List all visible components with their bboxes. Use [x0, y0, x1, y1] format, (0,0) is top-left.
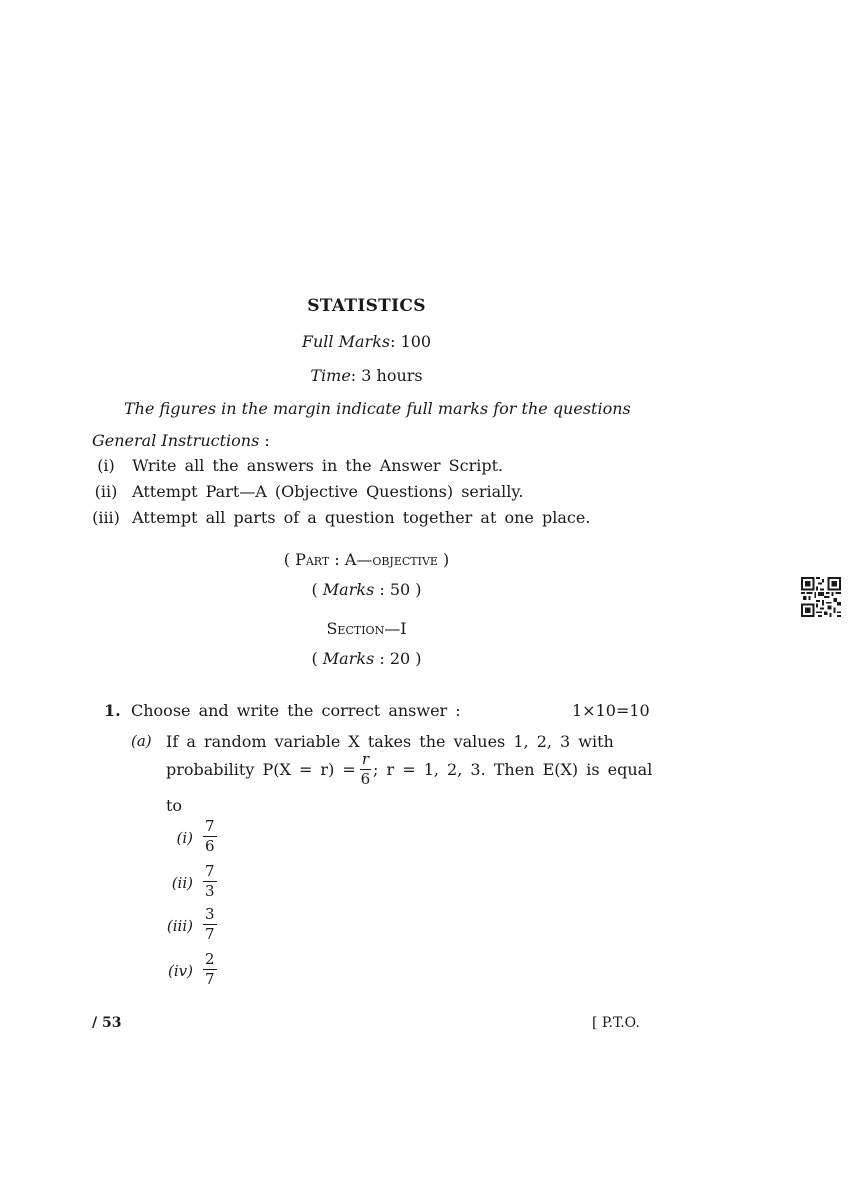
full-marks	[0, 332, 733, 351]
instruction-number: (i)	[97, 456, 115, 475]
fraction-denominator: 7	[205, 925, 215, 943]
instructions-heading	[92, 431, 270, 450]
subquestion-line: If a random variable X takes the values 1, 2, 3 with	[166, 732, 614, 751]
formula-suffix: ; r = 1, 2, 3. Then E(X) is equal	[372, 760, 653, 779]
option-label: (ii)	[171, 874, 193, 892]
instruction-text: Attempt all parts of a question together at one place.	[132, 508, 591, 527]
instruction-item	[88, 508, 590, 527]
option-fraction	[203, 907, 217, 942]
fraction-denominator: 6	[360, 770, 371, 788]
option-label: (iv)	[168, 962, 193, 980]
fraction-numerator: r	[361, 750, 369, 768]
pto-label: [ P.T.O.	[592, 1015, 640, 1031]
section-marks-open: (	[311, 649, 323, 668]
full-marks-value: : 100	[390, 332, 432, 351]
full-marks-label: Full Marks	[301, 332, 391, 351]
option-label: (i)	[176, 829, 193, 847]
question-text: Choose and write the correct answer :	[131, 701, 461, 720]
instruction-number: (iii)	[92, 508, 120, 527]
qr-code-icon	[801, 577, 841, 617]
time-label: Time	[310, 366, 351, 385]
fraction-denominator: 7	[205, 970, 215, 988]
probability-fraction	[360, 752, 371, 787]
part-marks	[0, 580, 733, 599]
subquestion-line: to	[166, 796, 183, 815]
section-title: Section—I	[326, 619, 407, 638]
question-number: 1.	[104, 701, 121, 720]
part-marks-open: (	[311, 580, 323, 599]
fraction-numerator: 7	[205, 817, 215, 835]
fraction-numerator: 3	[205, 905, 215, 923]
subquestion-label: (a)	[131, 732, 152, 750]
option-fraction	[203, 952, 217, 987]
fraction-numerator: 2	[205, 950, 215, 968]
instruction-item	[88, 456, 503, 475]
question-marks: 1×10=10	[572, 701, 650, 720]
subquestion-formula-line	[166, 752, 652, 787]
time-value: : 3 hours	[350, 366, 423, 385]
page-code: / 53	[92, 1015, 122, 1031]
fraction-denominator: 3	[205, 882, 215, 900]
section-marks-value: : 20 )	[374, 649, 422, 668]
formula-prefix: probability P(X = r) =	[166, 760, 356, 779]
instructions-heading-text: General Instructions	[92, 431, 260, 450]
instruction-text: Write all the answers in the Answer Script.	[132, 456, 504, 475]
part-marks-value: : 50 )	[374, 580, 422, 599]
margin-note: The figures in the margin indicate full marks for the questions	[124, 399, 631, 418]
instruction-text: Attempt Part—A (Objective Questions) serially.	[132, 482, 524, 501]
instruction-item	[88, 482, 523, 501]
fraction-numerator: 7	[205, 862, 215, 880]
time-allowed	[0, 366, 733, 385]
part-title: ( Part : A—objective )	[283, 550, 450, 569]
option-label: (iii)	[166, 917, 193, 935]
section-marks-label: Marks	[322, 649, 375, 668]
paper-title: STATISTICS	[307, 296, 426, 316]
part-marks-label: Marks	[322, 580, 375, 599]
option-fraction	[203, 864, 217, 899]
instructions-heading-colon: :	[259, 431, 270, 450]
option-fraction	[203, 819, 217, 854]
instruction-number: (ii)	[94, 482, 118, 501]
fraction-denominator: 6	[205, 837, 215, 855]
section-marks	[0, 649, 733, 668]
